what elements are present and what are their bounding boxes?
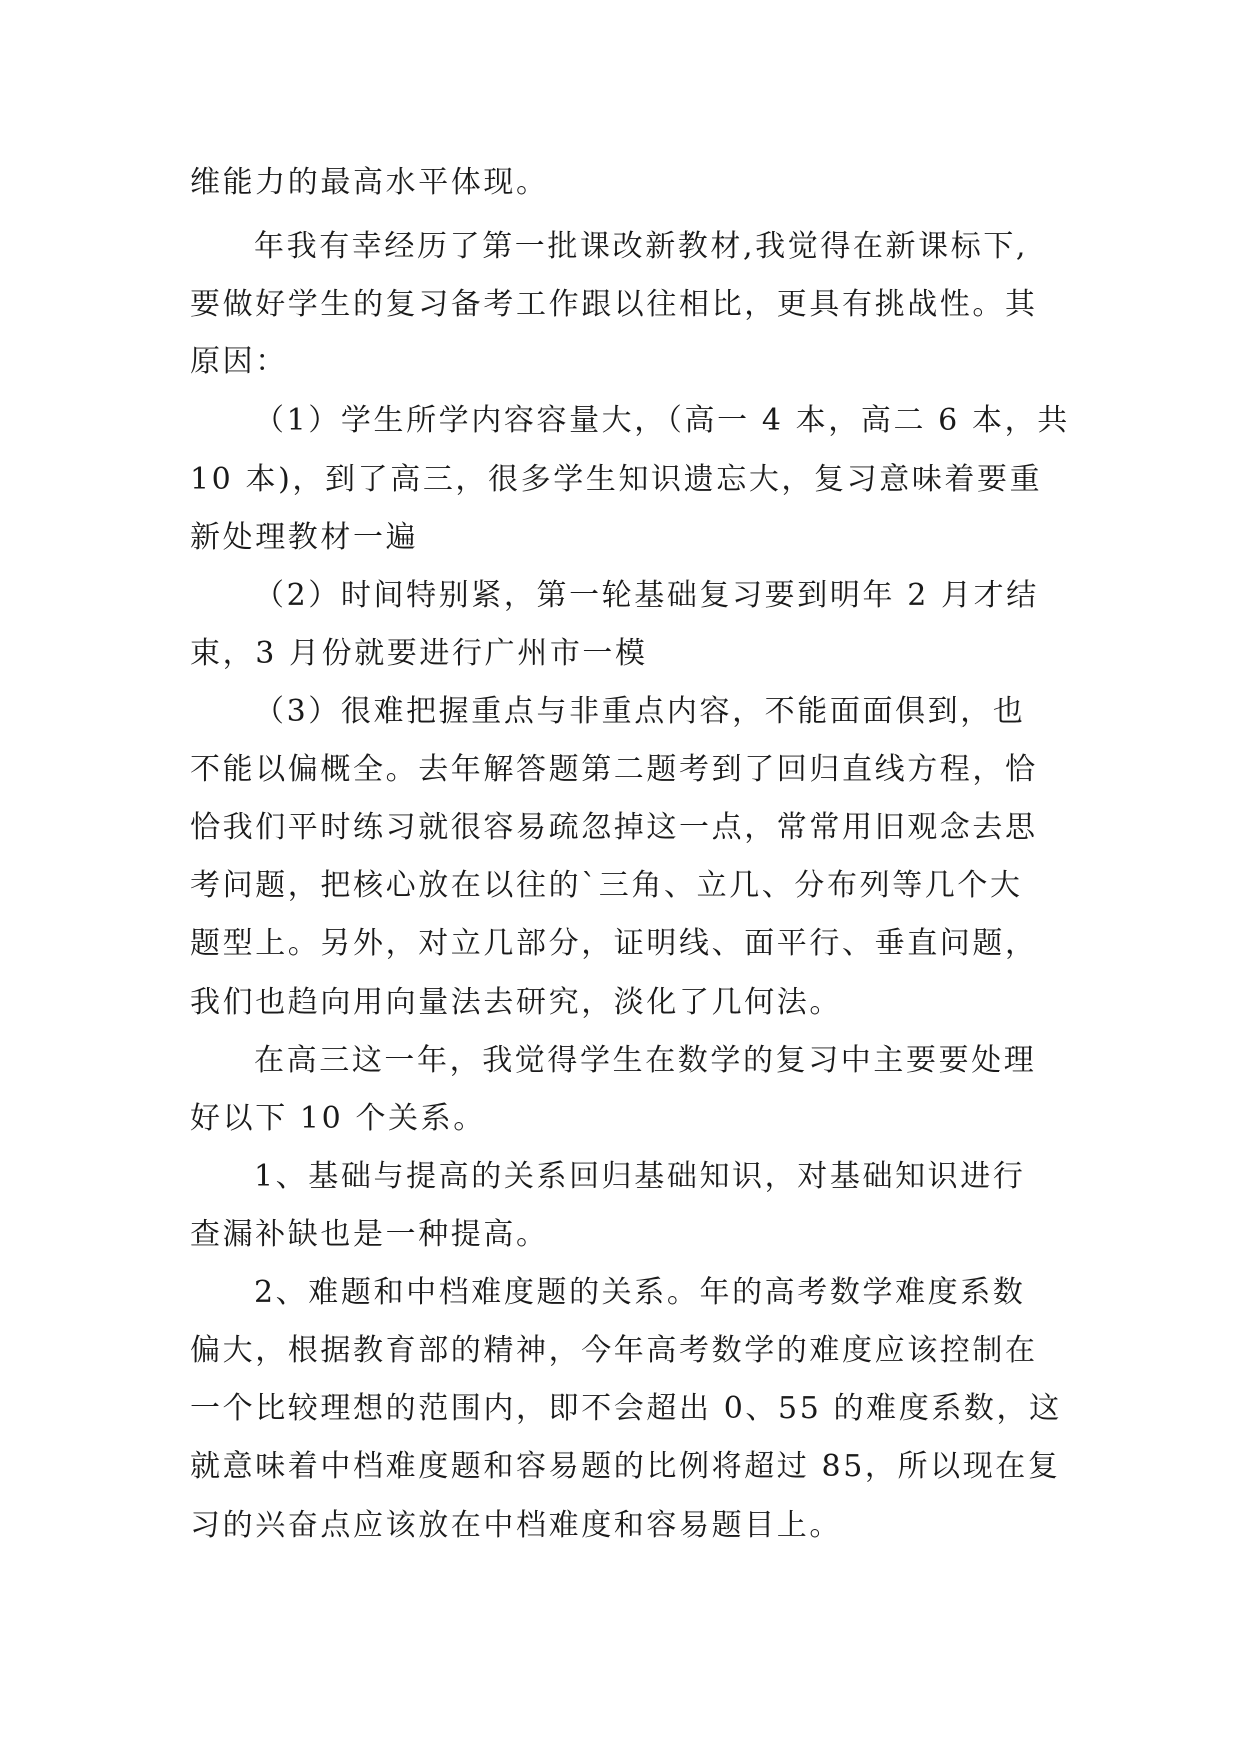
text-line: 我们也趋向用向量法去研究，淡化了几何法。: [190, 985, 842, 1020]
text-line: 原因：: [190, 344, 288, 379]
list-item-2-line: （2）时间特别紧，第一轮基础复习要到明年 2 月才结: [254, 578, 1039, 613]
text-line: 10 本)，到了高三，很多学生知识遗忘大，复习意味着要重: [190, 462, 1043, 497]
text-line: 束，3 月份就要进行广州市一模: [190, 636, 648, 671]
paragraph-start-line: 在高三这一年，我觉得学生在数学的复习中主要要处理: [254, 1043, 1037, 1078]
relation-2-line: 2、难题和中档难度题的关系。年的高考数学难度系数: [254, 1275, 1026, 1310]
text-line: 维能力的最高水平体现。: [190, 165, 549, 200]
list-item-1-line: （1）学生所学内容容量大，（高一 4 本，高二 6 本，共: [254, 403, 1070, 438]
text-line: 不能以偏概全。去年解答题第二题考到了回归直线方程，恰: [190, 752, 1038, 787]
text-line: 查漏补缺也是一种提高。: [190, 1217, 549, 1252]
text-line: 考问题，把核心放在以往的`三角、立几、分布列等几个大: [190, 868, 1023, 903]
text-line: 恰我们平时练习就很容易疏忽掉这一点，常常用旧观念去思: [190, 810, 1038, 845]
text-line: 就意味着中档难度题和容易题的比例将超过 85，所以现在复: [190, 1449, 1061, 1484]
text-line: 题型上。另外，对立几部分，证明线、面平行、垂直问题，: [190, 926, 1038, 961]
text-line: 习的兴奋点应该放在中档难度和容易题目上。: [190, 1508, 842, 1543]
text-line: 新处理教材一遍: [190, 520, 419, 555]
text-line: 好以下 10 个关系。: [190, 1101, 486, 1136]
text-line: 偏大，根据教育部的精神，今年高考数学的难度应该控制在: [190, 1333, 1038, 1368]
list-item-3-line: （3）很难把握重点与非重点内容，不能面面俱到，也: [254, 694, 1026, 729]
text-line: 要做好学生的复习备考工作跟以往相比，更具有挑战性。其: [190, 287, 1038, 322]
paragraph-start-line: 年我有幸经历了第一批课改新教材,我觉得在新课标下,: [254, 229, 1029, 264]
text-line: 一个比较理想的范围内，即不会超出 0、55 的难度系数，这: [190, 1391, 1062, 1426]
relation-1-line: 1、基础与提高的关系回归基础知识，对基础知识进行: [254, 1159, 1026, 1194]
